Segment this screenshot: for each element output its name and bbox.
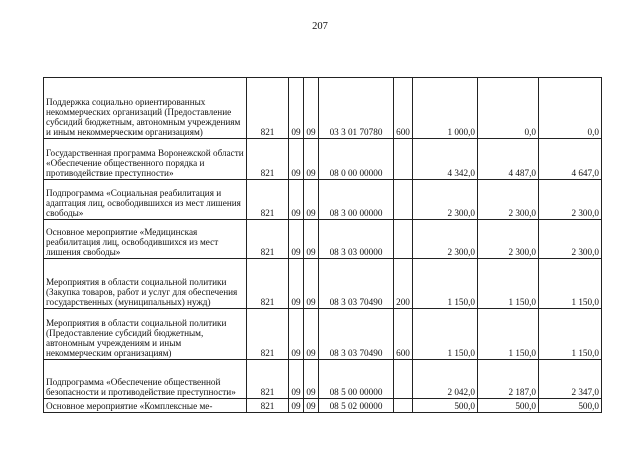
cell-sum-1: 2 300,0 [413, 220, 478, 259]
cell-pr: 09 [304, 360, 319, 399]
cell-vr: 600 [394, 78, 413, 139]
cell-csr: 08 3 03 70490 [319, 309, 394, 360]
cell-sum-1: 2 042,0 [413, 360, 478, 399]
table-row [44, 220, 602, 259]
row-description: Основное мероприятие «Комплексные ме- [44, 399, 247, 413]
cell-vr: 200 [394, 259, 413, 309]
cell-sum-2: 2 300,0 [478, 220, 539, 259]
cell-sum-2: 2 300,0 [478, 180, 539, 220]
cell-sum-3: 0,0 [539, 78, 602, 139]
cell-csr: 08 3 03 70490 [319, 259, 394, 309]
table-row [44, 139, 602, 180]
cell-vr [394, 399, 413, 413]
cell-sum-2: 2 187,0 [478, 360, 539, 399]
cell-rz: 09 [289, 360, 304, 399]
cell-sum-3: 500,0 [539, 399, 602, 413]
cell-csr: 08 5 00 00000 [319, 360, 394, 399]
cell-sum-3: 1 150,0 [539, 259, 602, 309]
cell-sum-1: 500,0 [413, 399, 478, 413]
cell-pr: 09 [304, 309, 319, 360]
table-row [44, 399, 602, 413]
row-description: Подпрограмма «Социальная реабилитация и адаптация лиц, освободившихся из мест лишения свободы» [44, 180, 247, 220]
cell-rz: 09 [289, 309, 304, 360]
cell-grbs: 821 [247, 139, 289, 180]
cell-sum-2: 500,0 [478, 399, 539, 413]
cell-rz: 09 [289, 180, 304, 220]
cell-sum-3: 1 150,0 [539, 309, 602, 360]
cell-sum-2: 4 487,0 [478, 139, 539, 180]
cell-sum-1: 4 342,0 [413, 139, 478, 180]
cell-csr: 08 3 00 00000 [319, 180, 394, 220]
cell-sum-2: 1 150,0 [478, 309, 539, 360]
cell-csr: 08 3 03 00000 [319, 220, 394, 259]
cell-sum-3: 2 300,0 [539, 180, 602, 220]
cell-vr [394, 139, 413, 180]
cell-pr: 09 [304, 399, 319, 413]
cell-grbs: 821 [247, 180, 289, 220]
cell-rz: 09 [289, 399, 304, 413]
table-row [44, 259, 602, 309]
cell-sum-3: 4 647,0 [539, 139, 602, 180]
table-row [44, 78, 602, 139]
table-row [44, 180, 602, 220]
cell-sum-1: 2 300,0 [413, 180, 478, 220]
cell-sum-1: 1 150,0 [413, 309, 478, 360]
cell-csr: 08 0 00 00000 [319, 139, 394, 180]
budget-table [43, 77, 602, 413]
cell-csr: 03 3 01 70780 [319, 78, 394, 139]
cell-pr: 09 [304, 180, 319, 220]
cell-sum-2: 1 150,0 [478, 259, 539, 309]
row-description: Поддержка социально ориентированных некоммерческих организаций (Предоставление субсидий бюджетным, автономным учреждениям и иным некоммерческим организациям) [44, 78, 247, 139]
row-description: Основное мероприятие «Медицинская реабилитация лиц, освободившихся из мест лишения свободы» [44, 220, 247, 259]
cell-vr [394, 360, 413, 399]
cell-sum-2: 0,0 [478, 78, 539, 139]
cell-grbs: 821 [247, 220, 289, 259]
cell-grbs: 821 [247, 259, 289, 309]
cell-rz: 09 [289, 220, 304, 259]
cell-pr: 09 [304, 78, 319, 139]
table-row [44, 360, 602, 399]
row-description: Государственная программа Воронежской области «Обеспечение общественного порядка и противодействие преступности» [44, 139, 247, 180]
cell-rz: 09 [289, 139, 304, 180]
cell-sum-3: 2 300,0 [539, 220, 602, 259]
cell-sum-1: 1 150,0 [413, 259, 478, 309]
cell-pr: 09 [304, 220, 319, 259]
cell-pr: 09 [304, 259, 319, 309]
cell-rz: 09 [289, 78, 304, 139]
page-number: 207 [312, 21, 328, 32]
row-description: Мероприятия в области социальной политики (Предоставление субсидий бюджетным, автономным учреждениям и иным некоммерческим организациям) [44, 309, 247, 360]
cell-rz: 09 [289, 259, 304, 309]
cell-grbs: 821 [247, 309, 289, 360]
cell-vr: 600 [394, 309, 413, 360]
row-description: Мероприятия в области социальной политики (Закупка товаров, работ и услуг для обеспечения государственных (муниципальных) нужд) [44, 259, 247, 309]
cell-sum-3: 2 347,0 [539, 360, 602, 399]
table-row [44, 309, 602, 360]
cell-vr [394, 220, 413, 259]
cell-csr: 08 5 02 00000 [319, 399, 394, 413]
cell-grbs: 821 [247, 78, 289, 139]
row-description: Подпрограмма «Обеспечение общественной безопасности и противодействие преступности» [44, 360, 247, 399]
cell-pr: 09 [304, 139, 319, 180]
cell-grbs: 821 [247, 360, 289, 399]
cell-vr [394, 180, 413, 220]
cell-sum-1: 1 000,0 [413, 78, 478, 139]
cell-grbs: 821 [247, 399, 289, 413]
